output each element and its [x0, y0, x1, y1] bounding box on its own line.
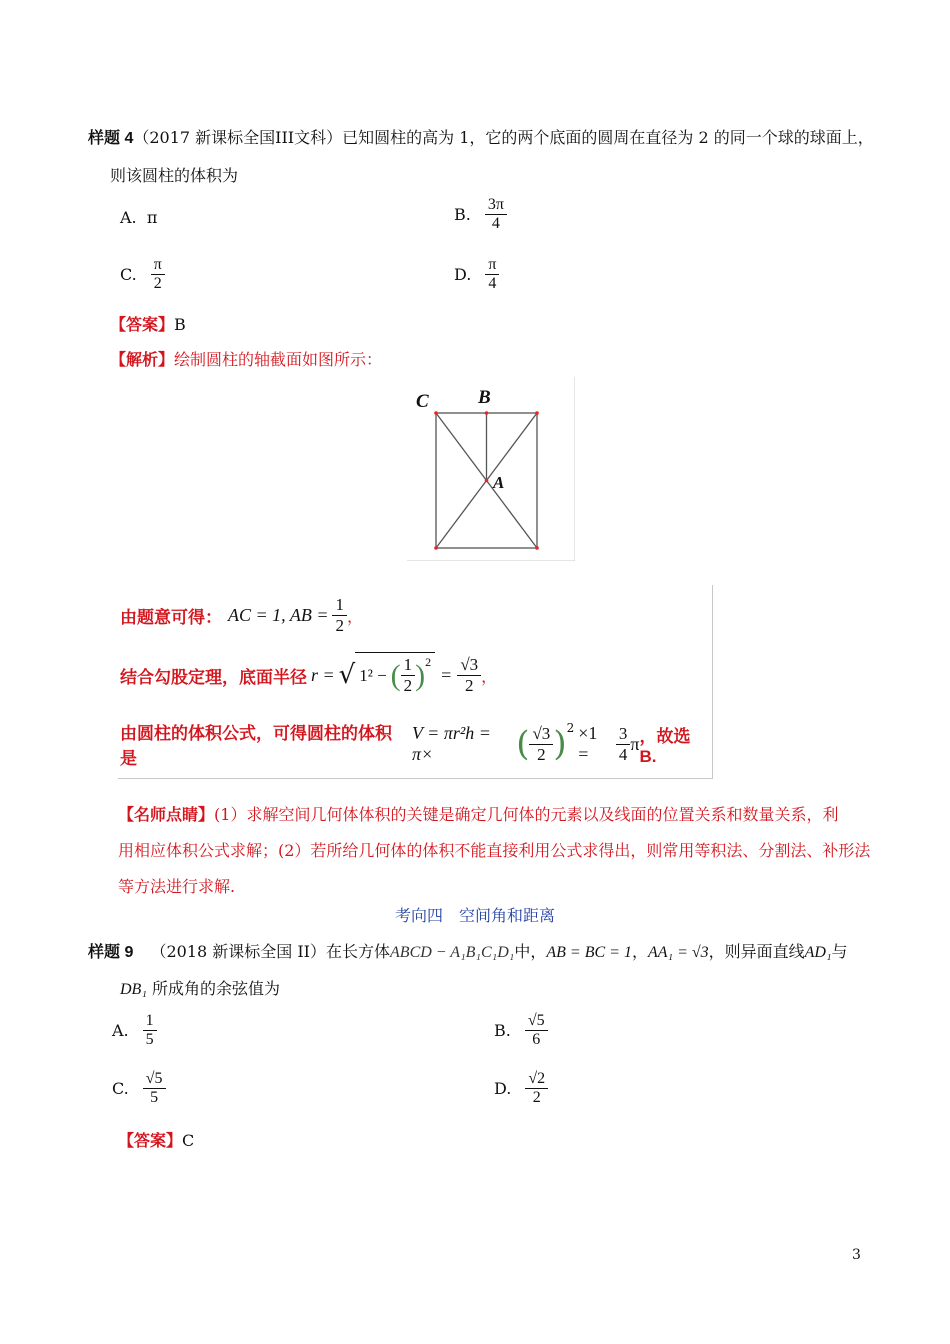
fraction: $\frac{√3}{2}$ — [529, 724, 553, 764]
fraction: $\frac{√5}{6}$ — [525, 1012, 548, 1050]
fraction: $\frac{\pi}{4}$ — [485, 256, 499, 294]
option-a: A. $\frac{1}{5}$ — [112, 1012, 157, 1050]
cylinder-section-figure — [407, 377, 575, 561]
fraction: $\frac{1}{2}$ — [332, 595, 347, 635]
question-text: 已知圆柱的高为 1，它的两个底面的圆周在直径为 2 的同一个球的球面上， — [342, 128, 874, 147]
fraction: $\frac{√5}{5}$ — [143, 1070, 166, 1108]
solution-line-3: 由圆柱的体积公式，可得圆柱的体积是 V = πr²h = π× ( $\frac{√3}{2}$ ) $^2$ ×1 = $\frac{3}{4}$ π ，故选 B. — [120, 721, 691, 768]
section-heading: 考向四 空间角和距离 — [394, 906, 555, 925]
radicand: 1² − ( $\frac{1}{2}$ ) $^2$ — [355, 652, 435, 697]
question-4-stem — [88, 125, 878, 152]
analysis-line — [110, 347, 382, 370]
label-b: B — [478, 387, 491, 408]
question-9-stem-line2: DB₁ 所成角的余弦值为 — [120, 979, 280, 998]
fraction: $\frac{\pi}{2}$ — [151, 256, 165, 294]
answer-tag: 【答案】 — [118, 1131, 183, 1150]
question-source: （2018 新课标全国 II） — [150, 942, 326, 961]
question-label: 样题 9 — [88, 944, 134, 961]
solution-line-2: 结合勾股定理，底面半径 r = √ 1² − ( $\frac{1}{2}$ ) $^2$ = $\frac{√3}{2}$ ， — [120, 649, 497, 701]
analysis-tag: 【解析】 — [110, 350, 175, 369]
question-label: 样题 4 — [88, 130, 134, 147]
answer-line — [110, 312, 186, 335]
tip-tag: 【名师点睛】 — [118, 805, 215, 824]
label-c: C — [416, 391, 429, 412]
fraction: $\frac{√2}{2}$ — [525, 1070, 548, 1108]
analysis-text: 绘制圆柱的轴截面如图所示： — [174, 350, 383, 369]
option-c: C. $\frac{\pi}{2}$ — [120, 256, 165, 294]
page-number: 3 — [852, 1247, 861, 1263]
solution-line-1: 由题意可得： AC = 1, AB = $\frac{1}{2}$ ， — [120, 594, 363, 635]
fraction: $\frac{3\pi}{4}$ — [485, 196, 507, 234]
question-4-stem-line2: 则该圆柱的体积为 — [110, 166, 239, 185]
option-b: B. $\frac{3\pi}{4}$ — [454, 196, 507, 234]
question-9-stem: 样题 9 （2018 新课标全国 II）在长方体ABCD − A₁B₁C₁D₁中，AB = BC = 1，AA₁ = √3，则异面直线AD₁与 — [88, 942, 848, 961]
option-d: D. $\frac{√2}{2}$ — [494, 1070, 548, 1108]
question-source: （2017 新课标全国III文科） — [133, 128, 343, 147]
option-b: B. $\frac{√5}{6}$ — [494, 1012, 548, 1050]
teacher-tip: 【名师点睛】(1）求解空间几何体体积的关键是确定几何体的元素以及线面的位置关系和数量关系，利 用相应体积公式求解；(2）若所给几何体的体积不能直接利用公式求得出，则常用等积法、分割法、补形法 等方法进行求解. — [118, 805, 871, 896]
cylinder-section-diagram — [407, 377, 575, 561]
fraction: $\frac{√3}{2}$ — [457, 655, 481, 695]
option-c: C. $\frac{√5}{5}$ — [112, 1070, 166, 1108]
fraction: $\frac{3}{4}$ — [616, 724, 631, 764]
answer-tag: 【答案】 — [110, 315, 175, 334]
option-a: A. π — [120, 208, 158, 227]
answer-value: C — [182, 1131, 195, 1150]
solution-box — [118, 585, 713, 779]
answer-value: B — [174, 315, 186, 334]
fraction: $\frac{1}{5}$ — [143, 1012, 157, 1050]
fraction: $\frac{1}{2}$ — [401, 655, 416, 695]
sqrt-sign: √ — [338, 660, 356, 690]
option-d: D. $\frac{\pi}{4}$ — [454, 256, 499, 294]
label-a: A — [493, 473, 505, 492]
answer-line — [118, 1128, 194, 1151]
